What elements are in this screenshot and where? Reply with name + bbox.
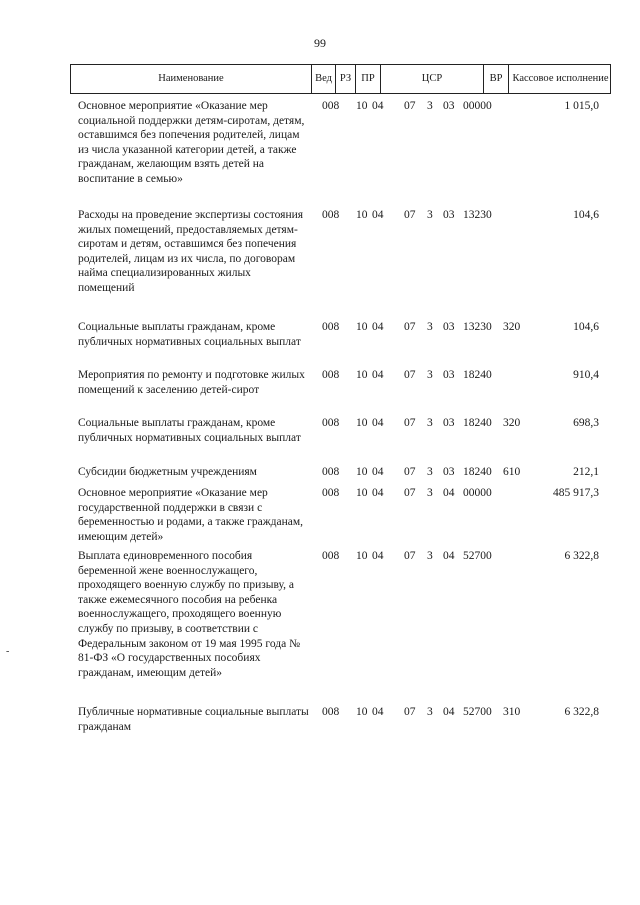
page-number: 99 (314, 36, 326, 50)
row-csr-subprogram: 3 (427, 466, 433, 478)
row-name: Социальные выплаты гражданам, кроме публичных нормативных социальных выплат (78, 321, 301, 348)
header-rz: РЗ (335, 65, 355, 93)
row-vr: 320 (503, 417, 521, 429)
table-header (70, 64, 611, 94)
row-csr-program: 07 (404, 706, 416, 718)
row-csr-subprogram: 3 (427, 487, 433, 499)
row-sum: 910,4 (573, 369, 599, 381)
row-csr-event: 03 (443, 321, 455, 333)
row-rz: 10 (356, 369, 368, 381)
row-csr-program: 07 (404, 369, 416, 381)
row-rz: 10 (356, 487, 368, 499)
row-ved: 008 (322, 487, 340, 499)
row-sum: 485 917,3 (553, 487, 599, 499)
row-pr: 04 (372, 417, 384, 429)
row-sum: 212,1 (573, 466, 599, 478)
row-ved: 008 (322, 321, 340, 333)
row-vr: 310 (503, 706, 521, 718)
row-csr-direction: 18240 (463, 466, 492, 478)
row-csr-program: 07 (404, 209, 416, 221)
row-sum: 1 015,0 (564, 100, 599, 112)
row-csr-event: 03 (443, 417, 455, 429)
row-csr-direction: 18240 (463, 369, 492, 381)
row-csr-direction: 00000 (463, 487, 492, 499)
row-rz: 10 (356, 209, 368, 221)
row-sum: 6 322,8 (564, 550, 599, 562)
row-ved: 008 (322, 706, 340, 718)
row-csr-event: 04 (443, 706, 455, 718)
header-ved: Вед (311, 65, 335, 93)
row-csr-event: 03 (443, 209, 455, 221)
row-csr-direction: 00000 (463, 100, 492, 112)
row-name: Основное мероприятие «Оказание мер социальной поддержки детям-сиротам, детям, оставшимся без попечения родителей, лицам из числа указанной категории детей, а также гражданам, желающим взять детей на воспитание в семью» (78, 100, 305, 185)
row-csr-program: 07 (404, 550, 416, 562)
row-csr-subprogram: 3 (427, 550, 433, 562)
row-pr: 04 (372, 209, 384, 221)
row-csr-direction: 13230 (463, 209, 492, 221)
row-csr-subprogram: 3 (427, 706, 433, 718)
header-sum: Кассовое исполнение (508, 65, 612, 93)
row-sum: 6 322,8 (564, 706, 599, 718)
row-csr-direction: 52700 (463, 550, 492, 562)
row-csr-subprogram: 3 (427, 100, 433, 112)
header-vr: ВР (483, 65, 508, 93)
row-rz: 10 (356, 100, 368, 112)
row-csr-event: 04 (443, 487, 455, 499)
row-csr-direction: 18240 (463, 417, 492, 429)
header-csr: ЦСР (380, 65, 483, 93)
row-vr: 610 (503, 466, 521, 478)
header-pr: ПР (355, 65, 380, 93)
row-sum: 104,6 (573, 209, 599, 221)
row-ved: 008 (322, 550, 340, 562)
row-name: Выплата единовременного пособия беременной жене военнослужащего, проходящего военную службу по призыву, а также ежемесячного пособия на ребенка военнослужащего, проходящего военную службу по призыву, в соответствии с Федеральным законом от 19 мая 1995 года № 81-ФЗ «О государственных пособиях гражданам, имеющим детей» (78, 550, 301, 679)
row-sum: 104,6 (573, 321, 599, 333)
row-csr-subprogram: 3 (427, 369, 433, 381)
row-csr-direction: 52700 (463, 706, 492, 718)
row-csr-program: 07 (404, 417, 416, 429)
row-name: Субсидии бюджетным учреждениям (78, 466, 257, 478)
row-name: Мероприятия по ремонту и подготовке жилых помещений к заселению детей-сирот (78, 369, 305, 396)
row-csr-program: 07 (404, 321, 416, 333)
row-csr-event: 03 (443, 466, 455, 478)
row-rz: 10 (356, 417, 368, 429)
row-name: Основное мероприятие «Оказание мер государственной поддержки в связи с беременностью и родами, а также гражданам, имеющим детей» (78, 487, 304, 543)
row-sum: 698,3 (573, 417, 599, 429)
row-pr: 04 (372, 321, 384, 333)
row-csr-event: 03 (443, 369, 455, 381)
row-csr-program: 07 (404, 100, 416, 112)
row-pr: 04 (372, 369, 384, 381)
row-csr-program: 07 (404, 487, 416, 499)
row-ved: 008 (322, 417, 340, 429)
row-pr: 04 (372, 706, 384, 718)
row-ved: 008 (322, 369, 340, 381)
row-rz: 10 (356, 706, 368, 718)
row-pr: 04 (372, 550, 384, 562)
row-rz: 10 (356, 321, 368, 333)
row-name: Публичные нормативные социальные выплаты гражданам (78, 706, 309, 733)
row-csr-subprogram: 3 (427, 321, 433, 333)
row-name: Расходы на проведение экспертизы состояния жилых помещений, предоставляемых детям-сиротам и детям, оставшимся без попечения родителей, лицам из их числа, по договорам найма специализированных жилых помещений (78, 209, 304, 294)
row-ved: 008 (322, 100, 340, 112)
row-pr: 04 (372, 487, 384, 499)
row-pr: 04 (372, 100, 384, 112)
row-ved: 008 (322, 466, 340, 478)
row-rz: 10 (356, 466, 368, 478)
row-vr: 320 (503, 321, 521, 333)
row-csr-direction: 13230 (463, 321, 492, 333)
row-csr-event: 03 (443, 100, 455, 112)
header-name: Наименование (158, 73, 224, 84)
row-csr-subprogram: 3 (427, 417, 433, 429)
row-csr-subprogram: 3 (427, 209, 433, 221)
row-csr-event: 04 (443, 550, 455, 562)
row-ved: 008 (322, 209, 340, 221)
margin-mark: - (6, 646, 10, 657)
row-pr: 04 (372, 466, 384, 478)
row-csr-program: 07 (404, 466, 416, 478)
row-name: Социальные выплаты гражданам, кроме публичных нормативных социальных выплат (78, 417, 301, 444)
row-rz: 10 (356, 550, 368, 562)
